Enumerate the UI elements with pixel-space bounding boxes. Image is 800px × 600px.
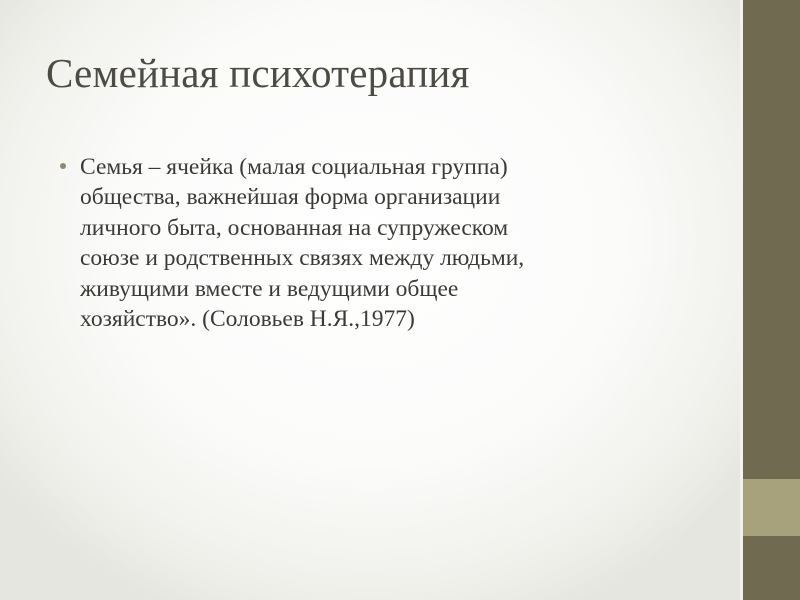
bullet-text-line: личного быта, основанная на супружеском <box>80 214 509 241</box>
bullet-text-line: союзе и родственных связях между людьми, <box>80 245 525 272</box>
bullet-text-line: хозяйство». (Соловьев Н.Я.,1977) <box>80 306 415 333</box>
slide-title: Семейная психотерапия <box>46 50 470 96</box>
bullet-text-line: живущими вместе и ведущими общее <box>80 275 459 302</box>
bullet-text-line: Семья – ячейка (малая социальная группа) <box>80 154 508 180</box>
bullet-list <box>58 152 688 334</box>
bullet-text-line: общества, важнейшая форма организации <box>80 184 501 211</box>
side-decor-accent-block <box>743 479 800 536</box>
bullet-item <box>58 152 688 334</box>
bullet-dot-icon <box>60 163 66 169</box>
